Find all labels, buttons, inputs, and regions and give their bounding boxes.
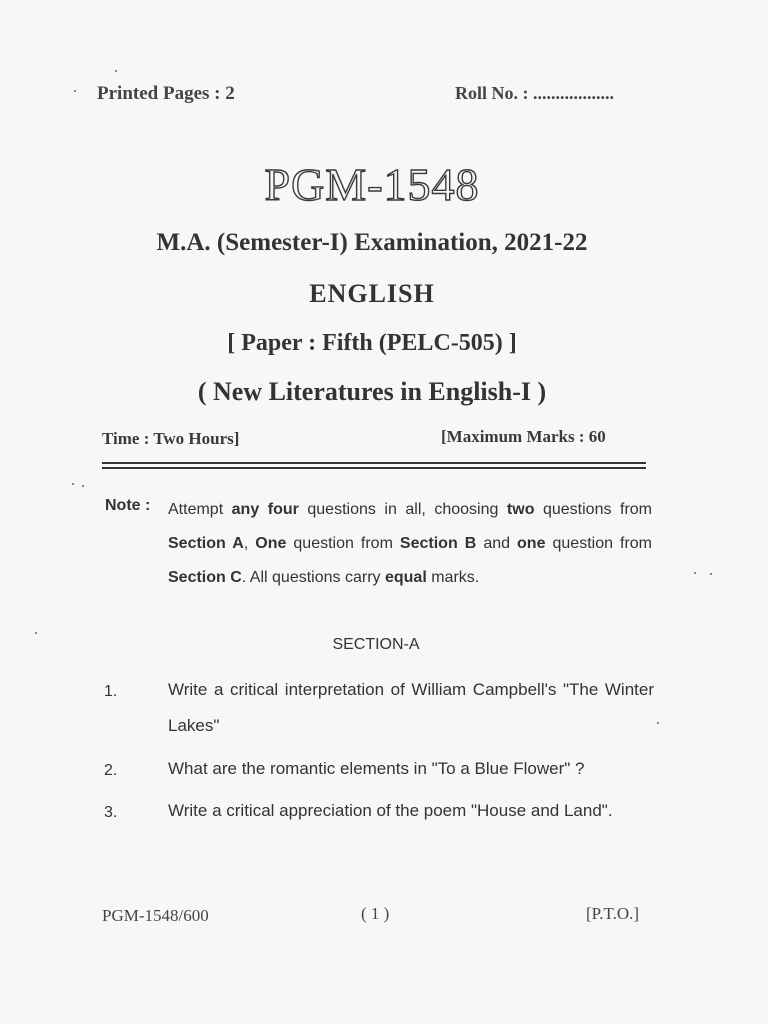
note-emphasis: any four	[231, 501, 299, 518]
note-text	[168, 493, 652, 595]
note-emphasis: equal	[384, 569, 427, 586]
exam-time: Time : Two Hours]	[102, 429, 240, 448]
note-part: questions in all, choosing	[298, 501, 507, 518]
scan-speck	[115, 70, 117, 72]
note-part: question from	[545, 535, 653, 552]
note-part: and	[476, 535, 518, 552]
scan-speck	[710, 573, 712, 575]
section-heading: SECTION-A	[332, 636, 420, 653]
roll-number: Roll No. : ..................	[455, 83, 614, 103]
pto-label: [P.T.O.]	[586, 904, 640, 923]
scan-speck	[74, 90, 76, 92]
note-emphasis: Section B	[399, 535, 477, 552]
paper-info: [ Paper : Fifth (PELC-505) ]	[227, 330, 517, 356]
question-text: Write a critical interpretation of William Campbell's "The Winter Lakes"	[168, 680, 654, 735]
scan-speck	[82, 485, 84, 487]
question-number: 2.	[104, 762, 118, 779]
paper-title: ( New Literatures in English-I )	[197, 377, 547, 406]
note-emphasis: One	[255, 535, 287, 552]
scan-speck	[72, 483, 74, 485]
max-marks: [Maximum Marks : 60	[441, 427, 606, 446]
scan-speck	[35, 632, 37, 634]
note-emphasis: one	[517, 535, 546, 552]
page-number: ( 1 )	[361, 904, 390, 923]
note-emphasis: Section C	[168, 569, 242, 586]
note-label: Note :	[105, 497, 151, 514]
scan-speck	[694, 572, 696, 574]
question-number: 3.	[104, 804, 118, 821]
note-part: Attempt	[168, 501, 232, 518]
note-part: ,	[243, 535, 256, 552]
divider	[102, 467, 646, 469]
scan-speck	[657, 722, 659, 724]
question-number: 1.	[104, 683, 118, 700]
note-part: . All questions carry	[241, 569, 385, 586]
footer-code: PGM-1548/600	[102, 906, 209, 925]
divider	[102, 462, 646, 464]
note-part: marks.	[426, 569, 480, 586]
note-part: question from	[286, 535, 400, 552]
subject: ENGLISH	[309, 279, 435, 308]
note-emphasis: two	[506, 501, 535, 518]
printed-pages: Printed Pages : 2	[97, 83, 235, 104]
paper-code: PGM-1548	[264, 159, 480, 210]
note-emphasis: Section A	[168, 535, 244, 552]
question-text: What are the romantic elements in "To a Blue Flower" ?	[168, 759, 585, 778]
note-part: questions from	[534, 501, 653, 518]
exam-name: M.A. (Semester-I) Examination, 2021-22	[156, 229, 588, 256]
question-text: Write a critical appreciation of the poem "House and Land".	[168, 801, 613, 820]
